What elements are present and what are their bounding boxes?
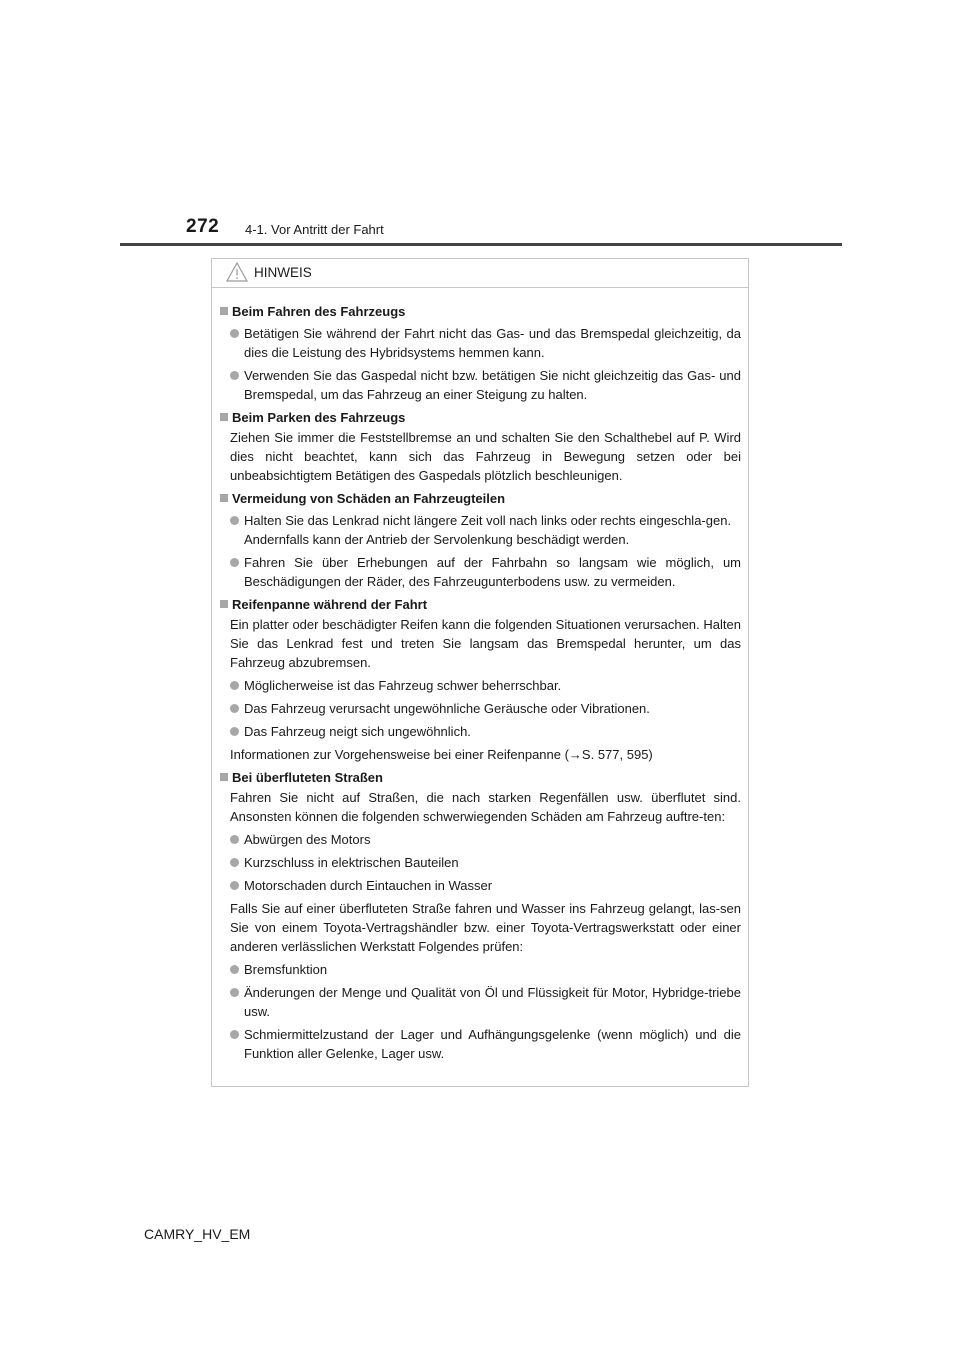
section-heading: Beim Fahren des Fahrzeugs — [219, 302, 741, 321]
square-bullet-icon — [220, 773, 228, 781]
circle-bullet-icon — [230, 965, 239, 974]
square-bullet-icon — [220, 413, 228, 421]
section-text: Falls Sie auf einer überfluteten Straße fahren und Wasser ins Fahrzeug gelangt, las-sen Sie von einem Toyota-Vertragshändler bzw. einer Toyota-Vertragswerkstatt oder einer anderen verlässlichen Werkstatt Folgendes prüfen: — [230, 901, 741, 954]
list-item: Möglicherweise ist das Fahrzeug schwer beherrschbar. — [219, 676, 741, 695]
notice-title: HINWEIS — [254, 265, 312, 280]
list-item: Änderungen der Menge und Qualität von Öl und Flüssigkeit für Motor, Hybridge-triebe usw. — [219, 983, 741, 1021]
document-code: CAMRY_HV_EM — [144, 1226, 251, 1242]
list-item: Betätigen Sie während der Fahrt nicht das Gas- und das Bremspedal gleichzeitig, da dies die Leistung des Hybridsystems hemmen kann. — [219, 324, 741, 362]
circle-bullet-icon — [230, 858, 239, 867]
header-divider — [120, 243, 842, 246]
list-item: Bremsfunktion — [219, 960, 741, 979]
circle-bullet-icon — [230, 835, 239, 844]
section-heading: Bei überfluteten Straßen — [219, 768, 741, 787]
circle-bullet-icon — [230, 727, 239, 736]
list-item: Fahren Sie über Erhebungen auf der Fahrbahn so langsam wie möglich, um Beschädigungen der Räder, des Fahrzeugunterbodens usw. zu vermeiden. — [219, 553, 741, 591]
circle-bullet-icon — [230, 704, 239, 713]
section-title: 4-1. Vor Antritt der Fahrt — [245, 222, 384, 237]
page-number: 272 — [186, 216, 220, 237]
circle-bullet-icon — [230, 881, 239, 890]
circle-bullet-icon — [230, 558, 239, 567]
list-item-continuation: Andernfalls kann der Antrieb der Servolenkung beschädigt werden. — [244, 532, 630, 547]
section-heading: Beim Parken des Fahrzeugs — [219, 408, 741, 427]
notice-box — [211, 258, 749, 1087]
square-bullet-icon — [220, 494, 228, 502]
circle-bullet-icon — [230, 1030, 239, 1039]
section-text: Informationen zur Vorgehensweise bei einer Reifenpanne (→S. 577, 595) — [230, 747, 653, 762]
section-heading: Vermeidung von Schäden an Fahrzeugteilen — [219, 489, 741, 508]
section-text: Ein platter oder beschädigter Reifen kann die folgenden Situationen verursachen. Halten Sie das Lenkrad fest und treten Sie langsam das Bremspedal herunter, um das Fahrzeug abzubremsen. — [230, 617, 741, 670]
warning-triangle-icon — [226, 262, 248, 282]
notice-body — [212, 288, 748, 1063]
list-item: Schmiermittelzustand der Lager und Aufhängungsgelenke (wenn möglich) und die Funktion aller Gelenke, Lager usw. — [219, 1025, 741, 1063]
section-text: Ziehen Sie immer die Feststellbremse an und schalten Sie den Schalthebel auf P. Wird dies nicht beachtet, kann sich das Fahrzeug in Bewegung setzen oder bei unbeabsichtigtem Betätigen des Gaspedals plötzlich beschleunigen. — [230, 430, 741, 483]
list-item: Das Fahrzeug verursacht ungewöhnliche Geräusche oder Vibrationen. — [219, 699, 741, 718]
circle-bullet-icon — [230, 681, 239, 690]
circle-bullet-icon — [230, 329, 239, 338]
square-bullet-icon — [220, 600, 228, 608]
section-heading: Reifenpanne während der Fahrt — [219, 595, 741, 614]
list-item: Halten Sie das Lenkrad nicht längere Zeit voll nach links oder rechts eingeschla-gen. — [219, 511, 741, 530]
circle-bullet-icon — [230, 371, 239, 380]
list-item: Das Fahrzeug neigt sich ungewöhnlich. — [219, 722, 741, 741]
square-bullet-icon — [220, 307, 228, 315]
list-item: Kurzschluss in elektrischen Bauteilen — [219, 853, 741, 872]
list-item: Verwenden Sie das Gaspedal nicht bzw. betätigen Sie nicht gleichzeitig das Gas- und Bremspedal, um das Fahrzeug an einer Steigung zu halten. — [219, 366, 741, 404]
circle-bullet-icon — [230, 516, 239, 525]
section-text: Fahren Sie nicht auf Straßen, die nach starken Regenfällen usw. überflutet sind. Ansonsten können die folgenden schwerwiegenden Schäden am Fahrzeug auftre-ten: — [230, 790, 741, 824]
circle-bullet-icon — [230, 988, 239, 997]
list-item: Abwürgen des Motors — [219, 830, 741, 849]
list-item: Motorschaden durch Eintauchen in Wasser — [219, 876, 741, 895]
notice-header — [212, 259, 748, 288]
